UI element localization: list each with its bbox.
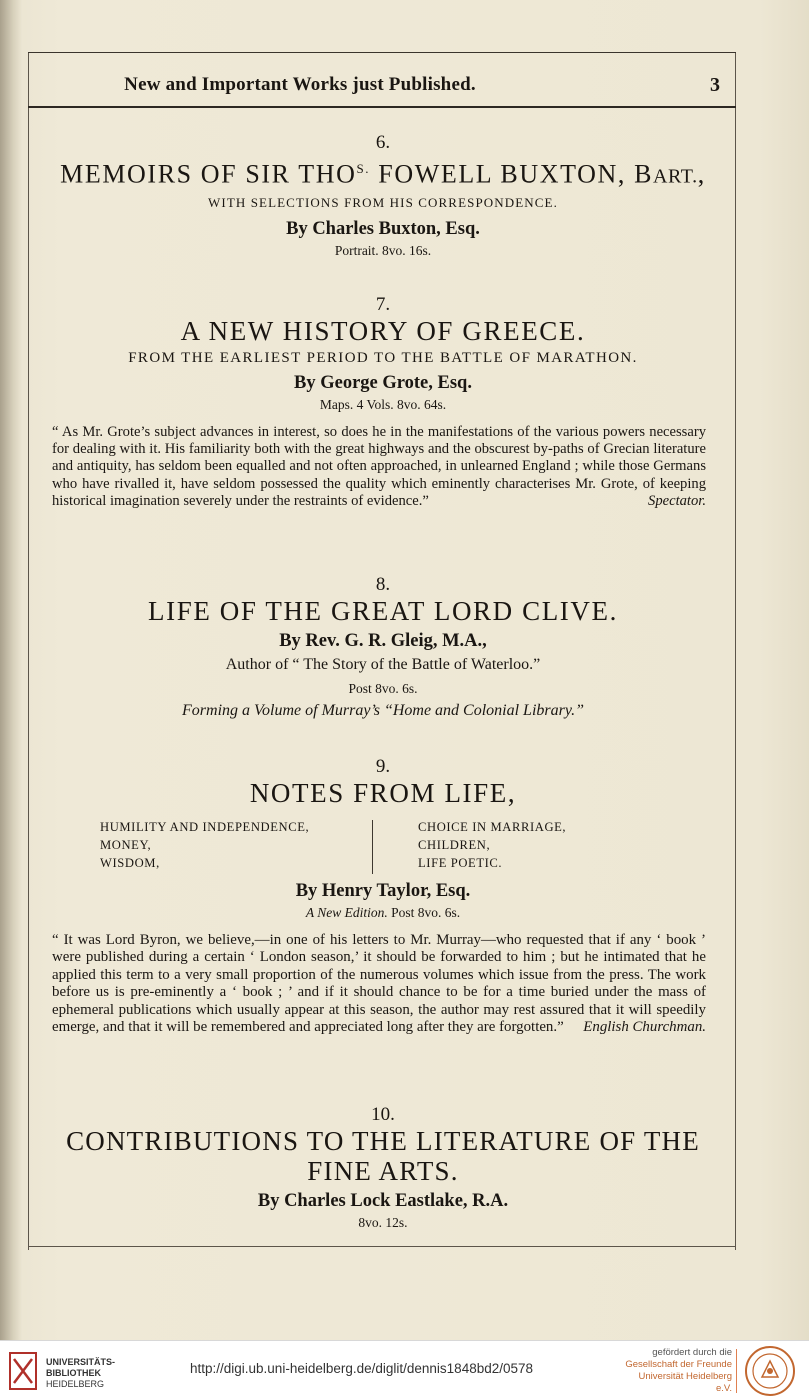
title-part: FOWELL BUXTON, B bbox=[370, 159, 654, 189]
topic: HUMILITY AND INDEPENDENCE, bbox=[100, 820, 310, 834]
footer-rule bbox=[28, 1246, 736, 1247]
topic: CHOICE IN MARRIAGE, bbox=[418, 820, 567, 834]
title-part: , bbox=[697, 159, 706, 189]
running-head: New and Important Works just Published. bbox=[124, 74, 476, 95]
entry-subtitle: WITH SELECTIONS FROM HIS CORRESPONDENCE. bbox=[208, 194, 558, 210]
entry-10 bbox=[38, 1104, 728, 1232]
title-superscript: S. bbox=[356, 161, 371, 176]
quote-text: “ It was Lord Byron, we believe,—in one of his letters to Mr. Murray—who requested that if any ‘ book ’ were published during a certain ‘ London season,’ it should be forwarded to him ; but he intimated that he applied this term to a very small proportion of the numerous volumes which issue from the press. The work before us is pre-eminently a ‘ book ; ’ and if it should chance to be for a time buried under the mass of ephemeral publications which usually appear at this season, the author may rest assured that it will speedily emerge, and that it will be remembered and appreciated long after they are forgotten.” bbox=[52, 932, 706, 1036]
entry-author: By Charles Buxton, Esq. bbox=[286, 218, 480, 239]
entry-title-line1: CONTRIBUTIONS TO THE LITERATURE OF THE bbox=[66, 1126, 700, 1156]
entry-number: 10. bbox=[371, 1104, 395, 1125]
header-rule-top bbox=[28, 52, 736, 53]
entry-7 bbox=[38, 294, 728, 414]
topic: LIFE POETIC. bbox=[418, 856, 503, 870]
entry-author: By Rev. G. R. Gleig, M.A., bbox=[279, 631, 487, 651]
review-quote-9 bbox=[52, 932, 706, 1036]
topic: WISDOM, bbox=[100, 856, 160, 870]
entry-author: By Charles Lock Eastlake, R.A. bbox=[257, 1191, 509, 1211]
sponsor-text bbox=[624, 1347, 732, 1395]
topics-right bbox=[418, 818, 638, 872]
topics-left bbox=[100, 818, 360, 872]
topic-columns bbox=[100, 818, 620, 874]
binding-shadow bbox=[0, 0, 22, 1340]
entry-title-line2: FINE ARTS. bbox=[307, 1156, 459, 1186]
entry-price: Post 8vo. 6s. bbox=[391, 905, 461, 920]
entry-subtitle: FROM THE EARLIEST PERIOD TO THE BATTLE OF MARATHON. bbox=[128, 350, 638, 366]
entry-author: By Henry Taylor, Esq. bbox=[295, 881, 471, 901]
sponsor-line: Universität Heidelberg e.V. bbox=[638, 1371, 732, 1394]
entry-details: Portrait. 8vo. 16s. bbox=[334, 242, 432, 258]
entry-title: NOTES FROM LIFE, bbox=[249, 778, 517, 808]
sponsor-line: gefördert durch die bbox=[652, 1347, 732, 1358]
entry-title: LIFE OF THE GREAT LORD CLIVE. bbox=[148, 596, 618, 626]
topic: MONEY, bbox=[100, 838, 152, 852]
entry-details bbox=[38, 904, 728, 922]
entry-details: Post 8vo. 6s. bbox=[348, 681, 418, 696]
entry-9 bbox=[38, 756, 728, 808]
entry-details: Maps. 4 Vols. 8vo. 64s. bbox=[319, 397, 447, 412]
entry-number: 9. bbox=[375, 756, 391, 777]
entry-title bbox=[38, 154, 728, 192]
review-quote-7 bbox=[52, 424, 706, 510]
entry-number: 8. bbox=[375, 574, 391, 595]
entry-author: By George Grote, Esq. bbox=[294, 373, 472, 393]
page-number: 3 bbox=[710, 74, 720, 96]
library-name-line: BIBLIOTHEK bbox=[46, 1368, 101, 1378]
permalink-url[interactable]: http://digi.ub.uni-heidelberg.de/diglit/dennis1848bd2/0578 bbox=[190, 1361, 534, 1376]
entry-8 bbox=[38, 574, 728, 722]
entry-title: A NEW HISTORY OF GREECE. bbox=[180, 316, 586, 346]
library-name-line: UNIVERSITÄTS- bbox=[46, 1357, 116, 1367]
entry-9-byline bbox=[38, 878, 728, 922]
university-seal-icon[interactable] bbox=[744, 1345, 796, 1397]
entry-note: Author of “ The Story of the Battle of Waterloo.” bbox=[225, 656, 541, 673]
title-small-caps: ART. bbox=[653, 165, 698, 188]
entry-details: 8vo. 12s. bbox=[358, 1215, 408, 1230]
sponsor-divider bbox=[736, 1349, 737, 1393]
quote-source: English Churchman. bbox=[583, 1019, 706, 1036]
topic: CHILDREN, bbox=[418, 838, 491, 852]
entry-edition: A New Edition. bbox=[305, 905, 388, 920]
header-rule-bottom bbox=[28, 106, 736, 108]
entry-number: 7. bbox=[375, 294, 391, 315]
sponsor-line: Gesellschaft der Freunde bbox=[625, 1359, 732, 1370]
viewer-footer bbox=[0, 1340, 809, 1400]
library-logo-icon[interactable] bbox=[8, 1349, 40, 1393]
entry-6 bbox=[38, 132, 728, 260]
title-part: MEMOIRS OF SIR THO bbox=[60, 159, 357, 189]
entry-series: Forming a Volume of Murray’s “Home and Colonial Library.” bbox=[182, 702, 584, 719]
column-divider bbox=[372, 820, 373, 874]
quote-source: Spectator. bbox=[648, 492, 706, 509]
library-name-line: HEIDELBERG bbox=[46, 1379, 105, 1389]
entry-number: 6. bbox=[375, 132, 391, 153]
quote-text: “ As Mr. Grote’s subject advances in interest, so does he in the manifestations of the various powers necessary for dealing with it. His familiarity both with the great highways and the obscurest by-paths of Grecian literature and antiquity, has seldom been equalled and not often approached, in unlearned England ; while those Germans who have rivalled it, have seldom possessed the quality which eminently characterises Mr. Grote, of keeping historical imagination severely under the restraints of evidence.” bbox=[52, 424, 706, 509]
library-name bbox=[46, 1357, 115, 1390]
